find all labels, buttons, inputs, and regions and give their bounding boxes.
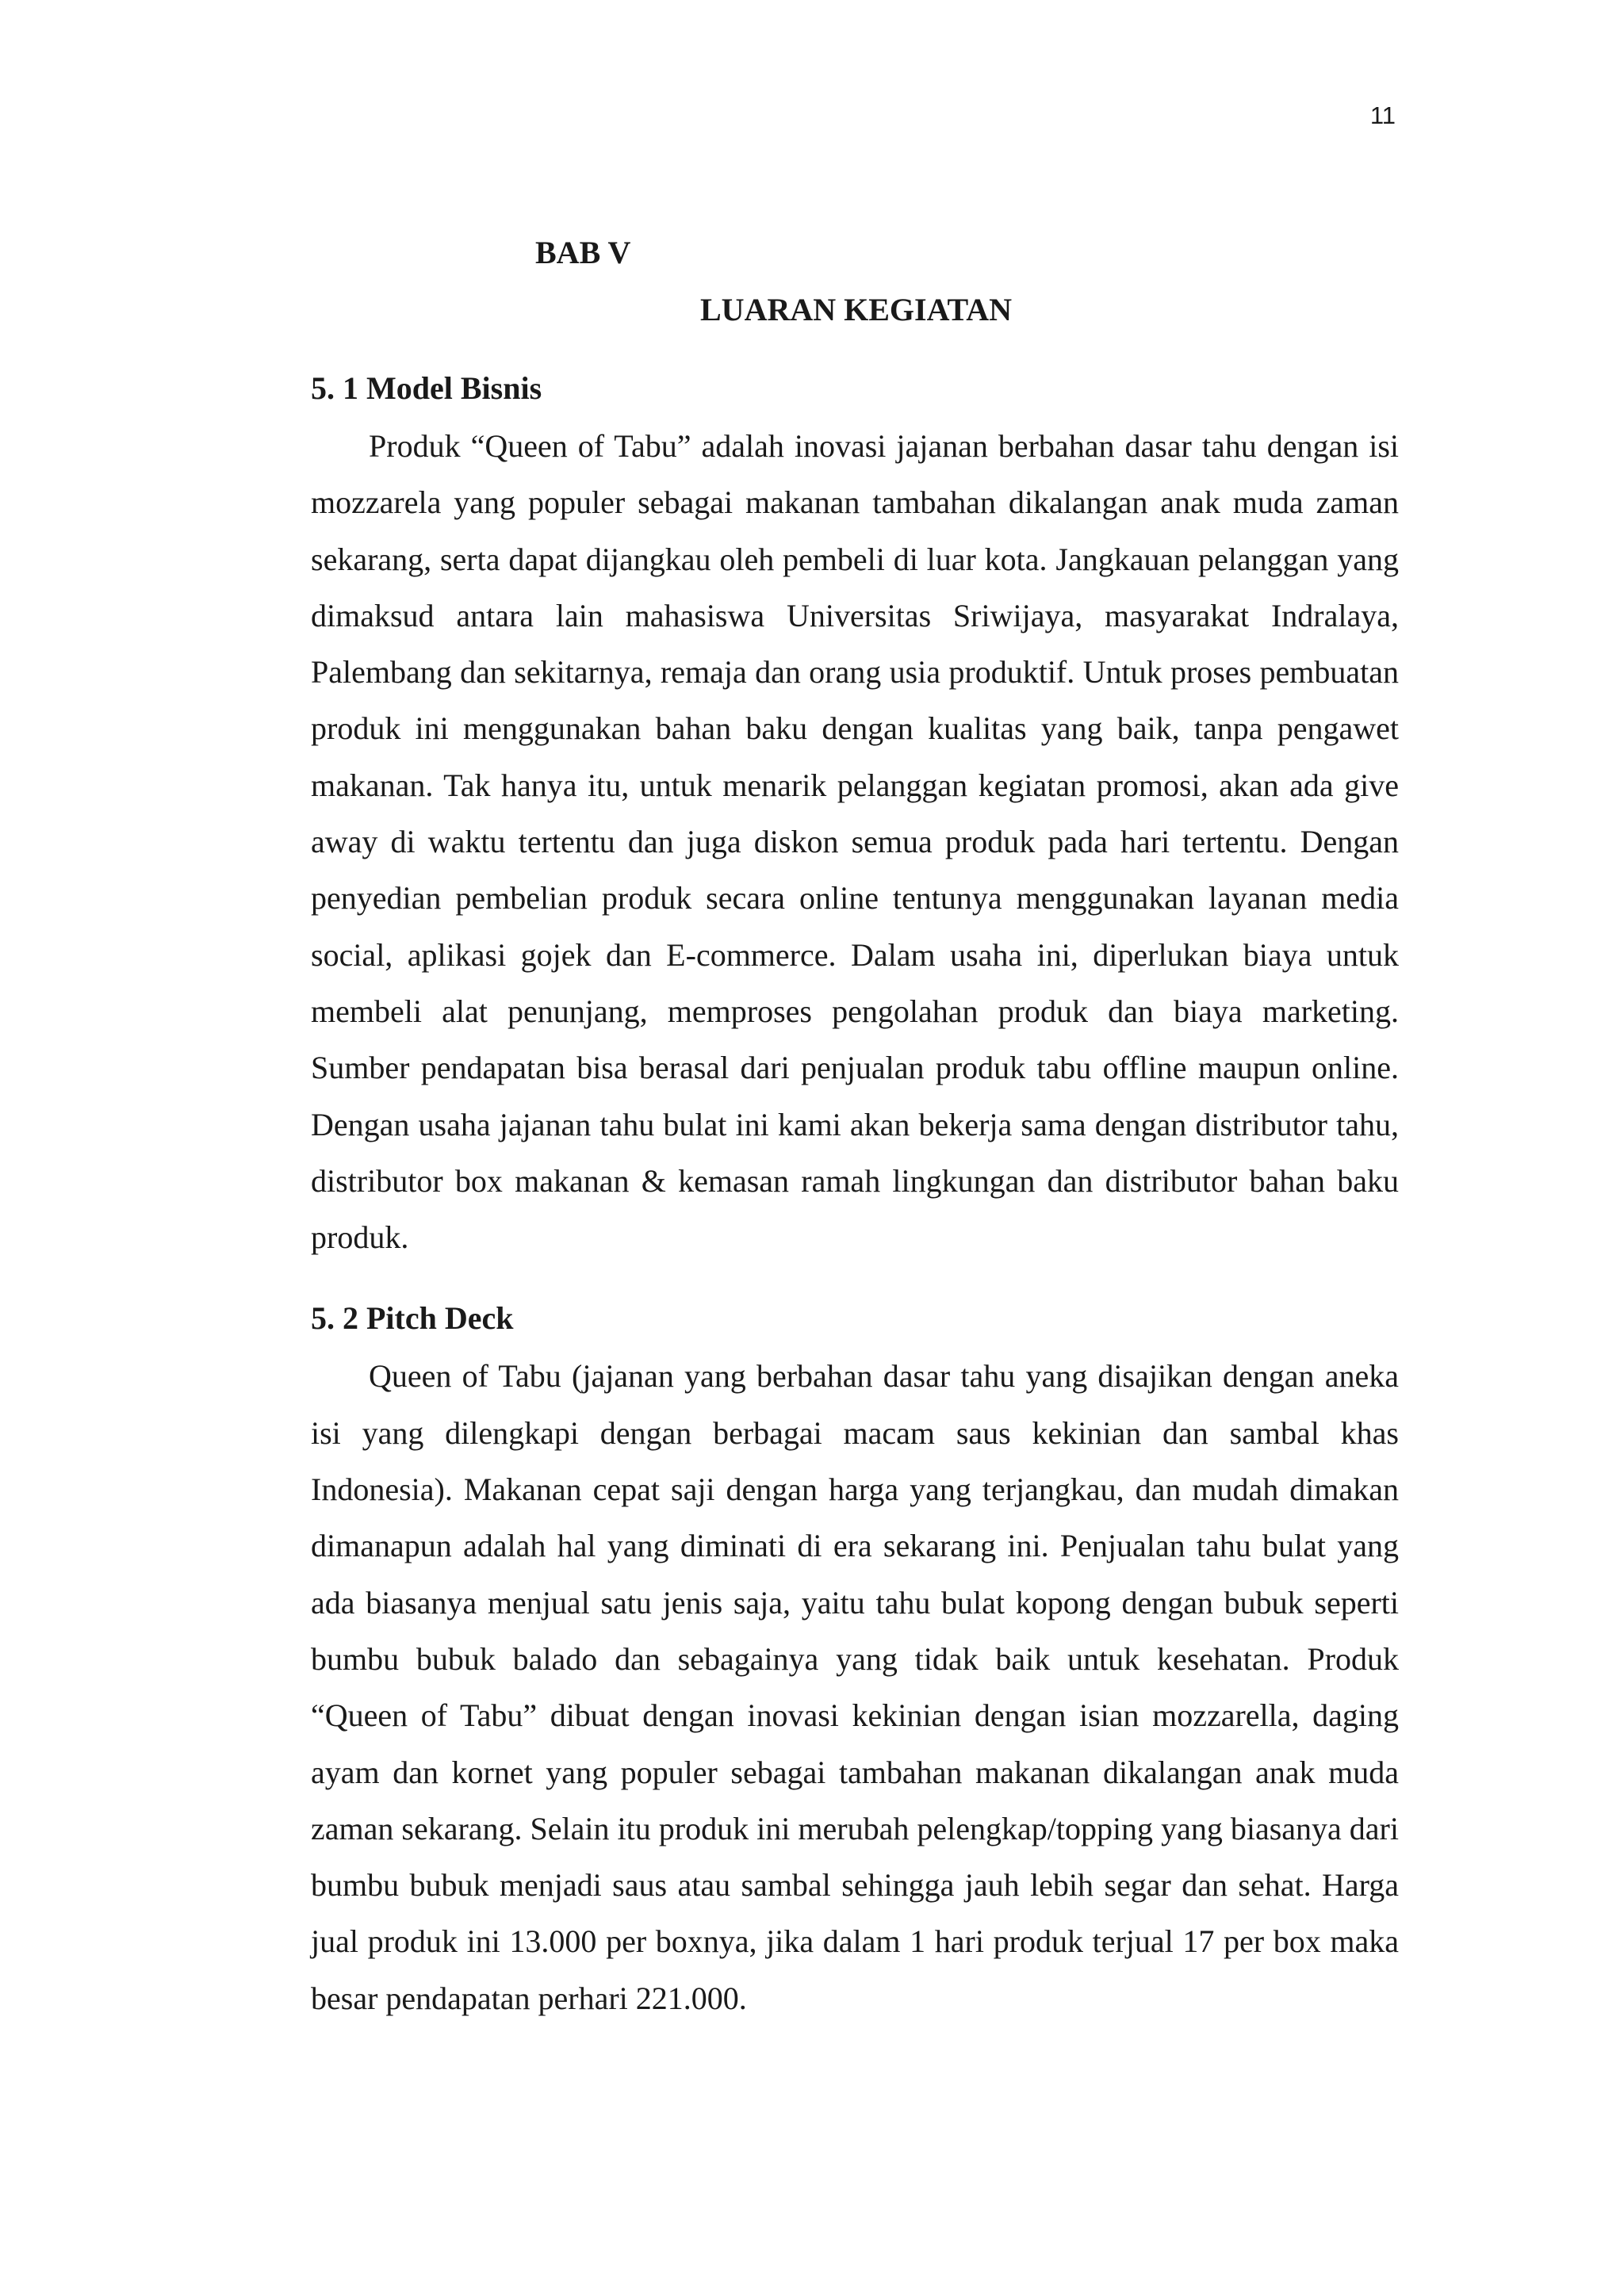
section-paragraph: Produk “Queen of Tabu” adalah inovasi jajanan berbahan dasar tahu dengan isi mozzarela yang populer sebagai makanan tambahan dikalangan anak muda zaman sekarang, serta dapat dijangkau oleh pembeli di luar kota. Jangkauan pelanggan yang dimaksud antara lain mahasiswa Universitas Sriwijaya, masyarakat Indralaya, Palembang dan sekitarnya, remaja dan orang usia produktif. Untuk proses pembuatan produk ini menggunakan bahan baku dengan kualitas yang baik, tanpa pengawet makanan. Tak hanya itu, untuk menarik pelanggan kegiatan promosi, akan ada give away di waktu tertentu dan juga diskon semua produk pada hari tertentu. Dengan penyedian pembelian produk secara online tentunya menggunakan layanan media social, aplikasi gojek dan E-commerce. Dalam usaha ini, diperlukan biaya untuk membeli alat penunjang, memproses pengolahan produk dan biaya marketing. Sumber pendapatan bisa berasal dari penjualan produk tabu offline maupun online. Dengan usaha jajanan tahu bulat ini kami akan bekerja sama dengan distributor tahu, distributor box makanan & kemasan ramah lingkungan dan distributor bahan baku produk. — [311, 428, 1399, 1256]
page-number: 11 — [1369, 101, 1396, 129]
document-body — [311, 369, 1399, 2026]
section-model-bisnis — [311, 369, 1399, 1265]
section-pitch-deck — [311, 1299, 1399, 2026]
chapter-number: BAB V — [535, 235, 631, 270]
section-heading: 5. 1 Model Bisnis — [311, 370, 542, 406]
chapter-title: LUARAN KEGIATAN — [700, 292, 1012, 327]
section-heading: 5. 2 Pitch Deck — [311, 1300, 514, 1337]
section-paragraph: Queen of Tabu (jajanan yang berbahan dasar tahu yang disajikan dengan aneka isi yang dilengkapi dengan berbagai macam saus kekinian dan sambal khas Indonesia). Makanan cepat saji dengan harga yang terjangkau, dan mudah dimakan dimanapun adalah hal yang diminati di era sekarang ini. Penjualan tahu bulat yang ada biasanya menjual satu jenis saja, yaitu tahu bulat kopong dengan bubuk seperti bumbu bubuk balado dan sebagainya yang tidak baik untuk kesehatan. Produk “Queen of Tabu” dibuat dengan inovasi kekinian dengan isian mozzarella, daging ayam dan kornet yang populer sebagai tambahan makanan dikalangan anak muda zaman sekarang. Selain itu produk ini merubah pelengkap/topping yang biasanya dari bumbu bubuk menjadi saus atau sambal sehingga jauh lebih segar dan sehat. Harga jual produk ini 13.000 per boxnya, jika dalam 1 hari produk terjual 17 per box maka besar pendapatan perhari 221.000. — [311, 1358, 1399, 2016]
